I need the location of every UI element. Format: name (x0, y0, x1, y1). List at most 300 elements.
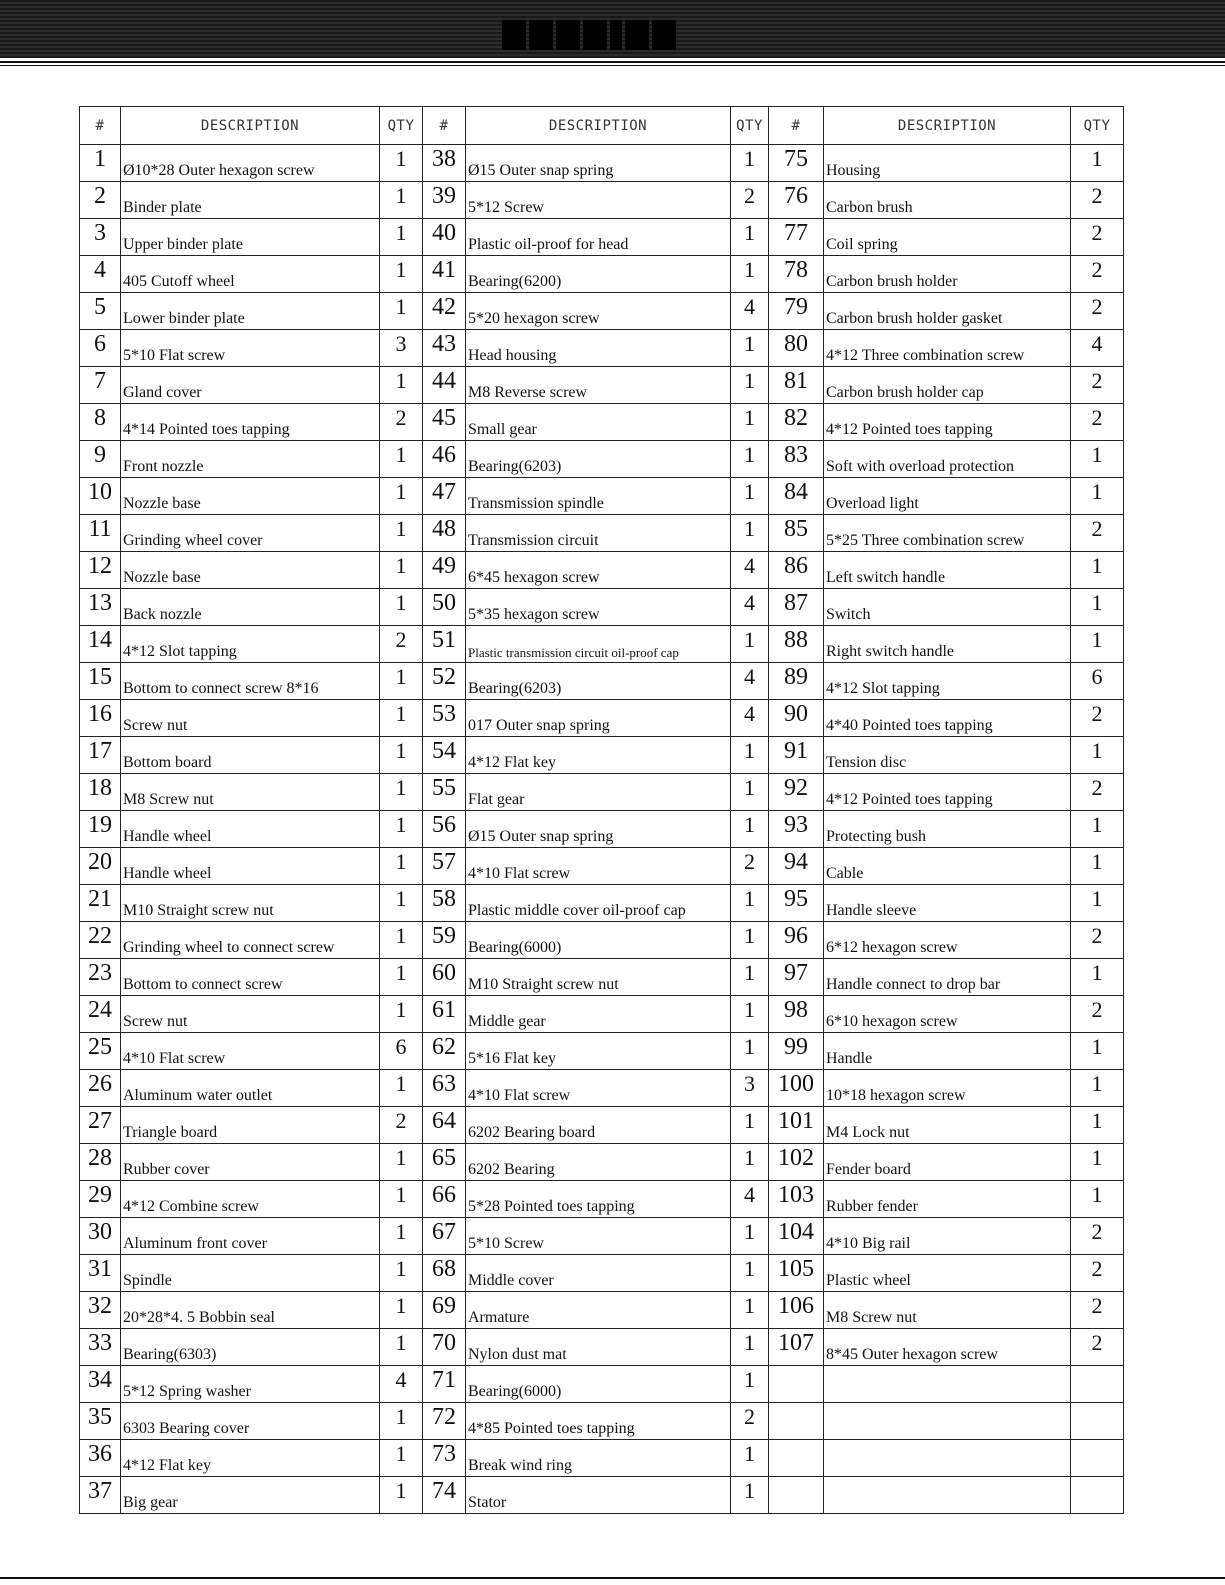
part-description (824, 1366, 1071, 1403)
part-description: Protecting bush (824, 811, 1071, 848)
part-qty: 1 (1071, 885, 1124, 922)
part-description: Handle sleeve (824, 885, 1071, 922)
part-qty: 1 (731, 1329, 769, 1366)
part-qty: 2 (1071, 256, 1124, 293)
part-qty: 2 (1071, 774, 1124, 811)
part-qty: 1 (380, 774, 423, 811)
part-qty: 1 (731, 737, 769, 774)
part-qty: 3 (731, 1070, 769, 1107)
table-row (80, 589, 1124, 626)
table-row (80, 1181, 1124, 1218)
part-qty: 2 (731, 848, 769, 885)
part-number: 18 (80, 774, 121, 811)
part-number: 4 (80, 256, 121, 293)
part-number: 72 (423, 1403, 466, 1440)
part-number: 101 (769, 1107, 824, 1144)
part-description: Bearing(6203) (466, 663, 731, 700)
col-header-qty: QTY (1071, 107, 1124, 145)
part-number: 55 (423, 774, 466, 811)
part-number: 93 (769, 811, 824, 848)
table-row (80, 1070, 1124, 1107)
part-number: 103 (769, 1181, 824, 1218)
part-number: 25 (80, 1033, 121, 1070)
table-row (80, 1440, 1124, 1477)
part-number: 56 (423, 811, 466, 848)
part-qty: 1 (1071, 441, 1124, 478)
part-qty: 1 (380, 922, 423, 959)
part-description: Big gear (121, 1477, 380, 1514)
part-number: 52 (423, 663, 466, 700)
part-number: 39 (423, 182, 466, 219)
bottom-rule (0, 1577, 1225, 1579)
part-description: 4*12 Combine screw (121, 1181, 380, 1218)
part-qty: 1 (731, 404, 769, 441)
part-number: 71 (423, 1366, 466, 1403)
part-number: 67 (423, 1218, 466, 1255)
part-description: M10 Straight screw nut (121, 885, 380, 922)
table-row (80, 922, 1124, 959)
part-qty: 2 (1071, 1218, 1124, 1255)
part-description: 4*12 Three combination screw (824, 330, 1071, 367)
part-qty: 1 (731, 996, 769, 1033)
part-description: 5*25 Three combination screw (824, 515, 1071, 552)
part-number: 22 (80, 922, 121, 959)
part-description: 8*45 Outer hexagon screw (824, 1329, 1071, 1366)
parts-table-body (80, 145, 1124, 1514)
table-row (80, 811, 1124, 848)
part-number: 86 (769, 552, 824, 589)
part-qty: 1 (731, 811, 769, 848)
part-description: Triangle board (121, 1107, 380, 1144)
table-row (80, 441, 1124, 478)
part-qty: 1 (380, 1181, 423, 1218)
part-description: Plastic oil-proof for head (466, 219, 731, 256)
part-description: 5*20 hexagon screw (466, 293, 731, 330)
part-qty: 1 (380, 1218, 423, 1255)
part-description: 4*12 Pointed toes tapping (824, 404, 1071, 441)
part-qty: 1 (731, 774, 769, 811)
part-description: Nylon dust mat (466, 1329, 731, 1366)
part-qty (1071, 1403, 1124, 1440)
table-row (80, 515, 1124, 552)
part-number: 13 (80, 589, 121, 626)
part-description: 5*10 Screw (466, 1218, 731, 1255)
part-description: 4*12 Flat key (121, 1440, 380, 1477)
part-number: 84 (769, 478, 824, 515)
part-number: 75 (769, 145, 824, 182)
table-row (80, 1403, 1124, 1440)
part-qty: 1 (380, 293, 423, 330)
part-number (769, 1403, 824, 1440)
part-number: 107 (769, 1329, 824, 1366)
part-number: 28 (80, 1144, 121, 1181)
part-qty: 1 (731, 219, 769, 256)
part-number: 81 (769, 367, 824, 404)
part-number: 12 (80, 552, 121, 589)
part-qty: 1 (380, 1403, 423, 1440)
part-qty: 4 (731, 1181, 769, 1218)
table-row (80, 1366, 1124, 1403)
part-description: Lower binder plate (121, 293, 380, 330)
table-row (80, 293, 1124, 330)
part-description: Stator (466, 1477, 731, 1514)
part-description: Plastic transmission circuit oil-proof cap (466, 626, 731, 663)
part-number: 31 (80, 1255, 121, 1292)
part-description: 5*35 hexagon screw (466, 589, 731, 626)
part-description: Bottom board (121, 737, 380, 774)
part-number: 2 (80, 182, 121, 219)
part-qty: 1 (380, 737, 423, 774)
part-description: 017 Outer snap spring (466, 700, 731, 737)
part-number: 8 (80, 404, 121, 441)
part-description: Nozzle base (121, 552, 380, 589)
part-number: 105 (769, 1255, 824, 1292)
part-description: Transmission circuit (466, 515, 731, 552)
top-rule (0, 61, 1225, 63)
table-row (80, 182, 1124, 219)
part-description: Aluminum water outlet (121, 1070, 380, 1107)
part-number: 58 (423, 885, 466, 922)
part-description: Soft with overload protection (824, 441, 1071, 478)
part-description: Housing (824, 145, 1071, 182)
part-number: 76 (769, 182, 824, 219)
part-description: Left switch handle (824, 552, 1071, 589)
part-qty: 1 (731, 367, 769, 404)
part-description: M8 Screw nut (824, 1292, 1071, 1329)
table-row (80, 774, 1124, 811)
part-number: 27 (80, 1107, 121, 1144)
part-qty: 2 (380, 404, 423, 441)
part-number: 88 (769, 626, 824, 663)
table-row (80, 330, 1124, 367)
part-qty: 1 (380, 182, 423, 219)
part-description: Flat gear (466, 774, 731, 811)
part-description: 5*12 Spring washer (121, 1366, 380, 1403)
part-description: Bottom to connect screw (121, 959, 380, 996)
part-number: 96 (769, 922, 824, 959)
col-header-description: DESCRIPTION (121, 107, 380, 145)
part-qty: 1 (1071, 145, 1124, 182)
part-qty: 2 (731, 1403, 769, 1440)
part-number: 94 (769, 848, 824, 885)
part-qty: 1 (731, 922, 769, 959)
part-qty: 2 (1071, 700, 1124, 737)
part-qty: 1 (1071, 959, 1124, 996)
part-description: M10 Straight screw nut (466, 959, 731, 996)
part-qty: 4 (380, 1366, 423, 1403)
part-number: 21 (80, 885, 121, 922)
part-description: 5*12 Screw (466, 182, 731, 219)
part-number: 6 (80, 330, 121, 367)
part-description: Bearing(6200) (466, 256, 731, 293)
part-number: 61 (423, 996, 466, 1033)
part-qty: 1 (380, 219, 423, 256)
part-description: Switch (824, 589, 1071, 626)
part-qty: 6 (380, 1033, 423, 1070)
part-qty: 2 (1071, 922, 1124, 959)
part-qty: 1 (731, 1477, 769, 1514)
part-number: 51 (423, 626, 466, 663)
part-description: Tension disc (824, 737, 1071, 774)
part-qty: 1 (1071, 1144, 1124, 1181)
col-header-description: DESCRIPTION (824, 107, 1071, 145)
part-description: 4*12 Slot tapping (824, 663, 1071, 700)
part-number: 30 (80, 1218, 121, 1255)
part-number: 17 (80, 737, 121, 774)
part-qty: 1 (380, 959, 423, 996)
part-number: 40 (423, 219, 466, 256)
col-header-qty: QTY (380, 107, 423, 145)
part-number: 66 (423, 1181, 466, 1218)
part-qty: 3 (380, 330, 423, 367)
part-number: 70 (423, 1329, 466, 1366)
part-description: 4*10 Big rail (824, 1218, 1071, 1255)
part-number: 11 (80, 515, 121, 552)
part-qty: 1 (380, 700, 423, 737)
part-qty: 1 (380, 1477, 423, 1514)
part-number: 32 (80, 1292, 121, 1329)
part-description: 6*12 hexagon screw (824, 922, 1071, 959)
banner-title-mark (502, 20, 676, 50)
parts-list-table (79, 106, 1124, 1514)
part-description: Plastic middle cover oil-proof cap (466, 885, 731, 922)
part-qty: 2 (1071, 1255, 1124, 1292)
part-number: 33 (80, 1329, 121, 1366)
table-row (80, 626, 1124, 663)
part-description: 5*10 Flat screw (121, 330, 380, 367)
part-description: Bearing(6203) (466, 441, 731, 478)
part-qty: 1 (380, 589, 423, 626)
part-qty: 2 (1071, 182, 1124, 219)
table-row (80, 737, 1124, 774)
part-qty: 1 (380, 552, 423, 589)
part-qty: 1 (380, 996, 423, 1033)
part-number: 64 (423, 1107, 466, 1144)
part-number (769, 1366, 824, 1403)
part-description: 405 Cutoff wheel (121, 256, 380, 293)
part-qty: 1 (380, 848, 423, 885)
part-number: 77 (769, 219, 824, 256)
part-number: 85 (769, 515, 824, 552)
part-number (769, 1440, 824, 1477)
part-number: 59 (423, 922, 466, 959)
table-row (80, 1477, 1124, 1514)
part-qty: 1 (380, 1070, 423, 1107)
part-description: Gland cover (121, 367, 380, 404)
part-qty: 1 (1071, 626, 1124, 663)
table-row (80, 663, 1124, 700)
part-description (824, 1403, 1071, 1440)
part-qty: 1 (380, 663, 423, 700)
part-qty: 1 (380, 367, 423, 404)
part-number: 24 (80, 996, 121, 1033)
part-qty: 1 (380, 1329, 423, 1366)
part-number: 80 (769, 330, 824, 367)
part-qty: 1 (1071, 1033, 1124, 1070)
table-row (80, 1144, 1124, 1181)
part-description: Carbon brush holder (824, 256, 1071, 293)
part-qty: 1 (731, 626, 769, 663)
part-qty: 1 (731, 1033, 769, 1070)
part-qty: 1 (731, 1144, 769, 1181)
part-qty: 2 (380, 626, 423, 663)
part-number: 29 (80, 1181, 121, 1218)
table-row (80, 996, 1124, 1033)
part-description: Bearing(6000) (466, 922, 731, 959)
part-number: 106 (769, 1292, 824, 1329)
part-number: 83 (769, 441, 824, 478)
part-description: 4*12 Pointed toes tapping (824, 774, 1071, 811)
part-description: 10*18 hexagon screw (824, 1070, 1071, 1107)
part-number: 14 (80, 626, 121, 663)
part-qty: 2 (1071, 1292, 1124, 1329)
part-description (824, 1477, 1071, 1514)
part-description: 4*40 Pointed toes tapping (824, 700, 1071, 737)
part-description: Bottom to connect screw 8*16 (121, 663, 380, 700)
part-qty: 1 (731, 145, 769, 182)
part-description: Armature (466, 1292, 731, 1329)
part-description: 4*14 Pointed toes tapping (121, 404, 380, 441)
part-description: Grinding wheel cover (121, 515, 380, 552)
part-number: 10 (80, 478, 121, 515)
part-number: 1 (80, 145, 121, 182)
part-qty: 2 (380, 1107, 423, 1144)
part-qty: 2 (1071, 404, 1124, 441)
part-number: 47 (423, 478, 466, 515)
table-header-row (80, 107, 1124, 145)
part-description: Ø15 Outer snap spring (466, 145, 731, 182)
part-qty: 4 (731, 552, 769, 589)
part-qty: 1 (380, 1292, 423, 1329)
table-row (80, 1107, 1124, 1144)
part-description: Overload light (824, 478, 1071, 515)
part-number: 16 (80, 700, 121, 737)
part-description: 6202 Bearing board (466, 1107, 731, 1144)
part-description: Right switch handle (824, 626, 1071, 663)
part-description: M4 Lock nut (824, 1107, 1071, 1144)
table-row (80, 256, 1124, 293)
part-description: Fender board (824, 1144, 1071, 1181)
part-number: 23 (80, 959, 121, 996)
part-qty: 1 (731, 1218, 769, 1255)
part-description: 20*28*4. 5 Bobbin seal (121, 1292, 380, 1329)
part-number: 48 (423, 515, 466, 552)
part-qty: 2 (1071, 1329, 1124, 1366)
part-qty (1071, 1440, 1124, 1477)
part-description: Binder plate (121, 182, 380, 219)
table-row (80, 552, 1124, 589)
part-description: 4*12 Flat key (466, 737, 731, 774)
part-number: 65 (423, 1144, 466, 1181)
part-qty: 1 (731, 256, 769, 293)
part-description: Carbon brush holder cap (824, 367, 1071, 404)
part-description: Back nozzle (121, 589, 380, 626)
part-number: 98 (769, 996, 824, 1033)
part-qty: 1 (1071, 589, 1124, 626)
part-number: 46 (423, 441, 466, 478)
col-header-number: # (80, 107, 121, 145)
part-qty: 4 (731, 589, 769, 626)
table-row (80, 700, 1124, 737)
part-description: 4*10 Flat screw (466, 1070, 731, 1107)
part-description: Ø15 Outer snap spring (466, 811, 731, 848)
part-number: 92 (769, 774, 824, 811)
part-number: 57 (423, 848, 466, 885)
part-description: 6303 Bearing cover (121, 1403, 380, 1440)
part-number: 60 (423, 959, 466, 996)
table-row (80, 1033, 1124, 1070)
part-number: 102 (769, 1144, 824, 1181)
part-description: Small gear (466, 404, 731, 441)
table-row (80, 1292, 1124, 1329)
part-description: Bearing(6000) (466, 1366, 731, 1403)
part-qty: 1 (1071, 552, 1124, 589)
part-qty (1071, 1477, 1124, 1514)
part-description: 5*28 Pointed toes tapping (466, 1181, 731, 1218)
part-qty: 2 (731, 182, 769, 219)
part-qty: 2 (1071, 293, 1124, 330)
part-number: 69 (423, 1292, 466, 1329)
part-qty: 1 (731, 1292, 769, 1329)
part-qty: 1 (731, 515, 769, 552)
part-qty: 6 (1071, 663, 1124, 700)
part-qty: 1 (380, 515, 423, 552)
table-row (80, 404, 1124, 441)
part-number: 53 (423, 700, 466, 737)
part-qty: 2 (1071, 515, 1124, 552)
part-description: M8 Screw nut (121, 774, 380, 811)
part-description (824, 1440, 1071, 1477)
part-number: 74 (423, 1477, 466, 1514)
part-number: 78 (769, 256, 824, 293)
part-number: 43 (423, 330, 466, 367)
part-description: Handle wheel (121, 811, 380, 848)
part-qty: 4 (731, 293, 769, 330)
part-qty: 1 (731, 1107, 769, 1144)
part-description: Handle wheel (121, 848, 380, 885)
part-description: Plastic wheel (824, 1255, 1071, 1292)
table-row (80, 478, 1124, 515)
part-description: Transmission spindle (466, 478, 731, 515)
part-description: Bearing(6303) (121, 1329, 380, 1366)
part-qty: 1 (380, 811, 423, 848)
header-banner (0, 0, 1225, 58)
part-number (769, 1477, 824, 1514)
part-qty: 1 (731, 1440, 769, 1477)
col-header-qty: QTY (731, 107, 769, 145)
table-row (80, 959, 1124, 996)
part-description: Nozzle base (121, 478, 380, 515)
table-row (80, 885, 1124, 922)
part-number: 45 (423, 404, 466, 441)
part-qty: 1 (731, 885, 769, 922)
part-description: 4*12 Slot tapping (121, 626, 380, 663)
part-description: Rubber fender (824, 1181, 1071, 1218)
part-description: 6*10 hexagon screw (824, 996, 1071, 1033)
part-qty (1071, 1366, 1124, 1403)
part-description: Carbon brush holder gasket (824, 293, 1071, 330)
part-number: 97 (769, 959, 824, 996)
col-header-description: DESCRIPTION (466, 107, 731, 145)
table-row (80, 145, 1124, 182)
part-description: Front nozzle (121, 441, 380, 478)
part-qty: 1 (731, 478, 769, 515)
part-number: 104 (769, 1218, 824, 1255)
part-qty: 1 (731, 330, 769, 367)
part-qty: 1 (731, 1366, 769, 1403)
table-row (80, 367, 1124, 404)
table-row (80, 1218, 1124, 1255)
